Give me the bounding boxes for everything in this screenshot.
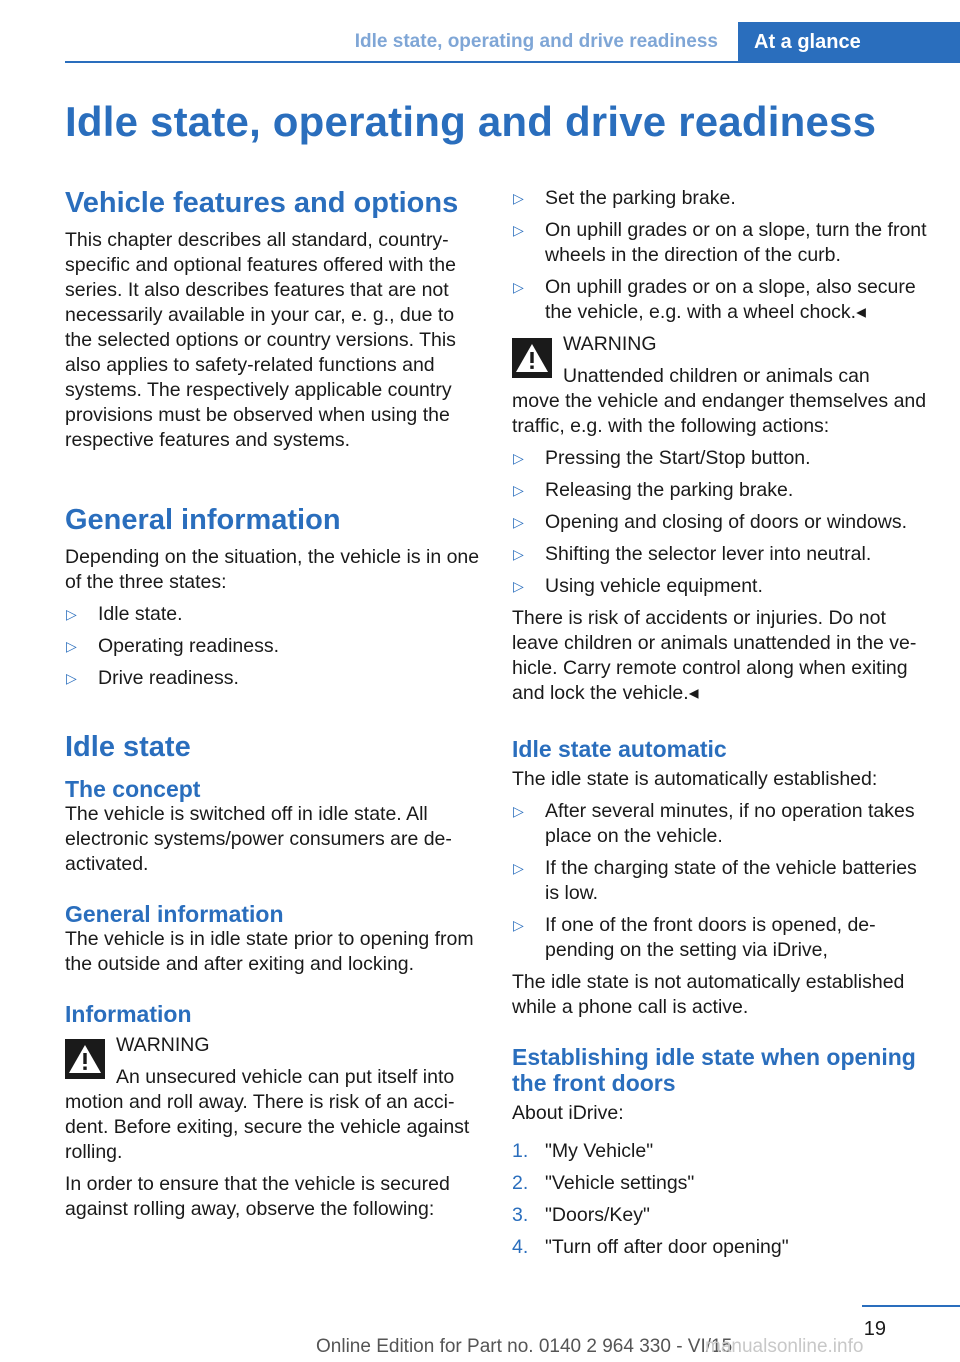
general-information-heading: General information <box>65 504 341 536</box>
right-column <box>512 186 930 1267</box>
warning-triangle-icon <box>65 1039 105 1079</box>
bullet-triangle-icon <box>513 275 524 300</box>
warning-body: motion and roll away. There is risk of an acci-dent. Before exiting, secure the vehicle against rolling. <box>65 1091 470 1163</box>
list-item: ▷ Pressing the Start/Stop button. <box>512 446 930 471</box>
idle-general-information-body: The vehicle is in idle state prior to opening from the outside and after exiting and locking. <box>65 928 474 975</box>
list-item: ▷ After several minutes, if no operation takes place on the vehicle. <box>512 799 930 849</box>
list-item: 3. "Doors/Key" <box>512 1204 650 1226</box>
warning-label: WARNING <box>563 333 657 355</box>
idle-general-information-heading: General information <box>65 901 284 927</box>
actions-list <box>512 446 930 599</box>
footer-rule <box>862 1305 960 1307</box>
list-item: ▷ Set the parking brake. <box>512 186 930 211</box>
list-item: 2. "Vehicle settings" <box>512 1172 695 1194</box>
warning-label: WARNING <box>116 1034 210 1056</box>
general-information-body: Depending on the situation, the vehicle is in one of the three states: <box>65 546 480 593</box>
bullet-triangle-icon <box>513 186 524 211</box>
information-heading: Information <box>65 1001 192 1027</box>
bullet-triangle-icon <box>513 574 524 599</box>
list-item: ▷ Using vehicle equipment. <box>512 574 930 599</box>
warning-first-line: An unsecured vehicle can put itself into <box>116 1066 455 1088</box>
left-column <box>65 183 480 1222</box>
bullet-triangle-icon <box>513 542 524 567</box>
bullet-triangle-icon <box>513 856 524 881</box>
warning-block <box>65 1033 480 1165</box>
footer-watermark: manualsonline.info <box>705 1336 864 1357</box>
idle-automatic-list <box>512 799 930 963</box>
list-item: ▷ If the charging state of the vehicle batteries is low. <box>512 856 930 906</box>
warning-first-line: Unattended children or animals can <box>563 365 870 387</box>
page-number: 19 <box>863 1318 886 1340</box>
page-title: Idle state, operating and drive readiness <box>65 98 877 145</box>
list-item: ▷ Idle state. <box>65 602 480 627</box>
secure-body: In order to ensure that the vehicle is secured against rolling away, observe the following: <box>65 1173 450 1220</box>
bullet-triangle-icon <box>513 446 524 471</box>
not-established-body: The idle state is not automatically established while a phone call is active. <box>512 971 905 1018</box>
header-section-title: Idle state, operating and drive readiness <box>354 31 718 52</box>
concept-body: The vehicle is switched off in idle state. All electronic systems/power consumers are de-activated. <box>65 803 452 875</box>
warning-block <box>512 332 930 439</box>
establishing-body: About iDrive: <box>512 1102 624 1124</box>
list-item: ▷ Operating readiness. <box>65 634 480 659</box>
bullet-triangle-icon <box>513 913 524 938</box>
idrive-steps-list <box>512 1139 930 1260</box>
risk-body: There is risk of accidents or injuries. Do not leave children or animals unattended in the ve-hicle. Carry remote control along when exiting and lock the vehicle.◂ <box>512 607 917 704</box>
bullet-triangle-icon <box>513 510 524 535</box>
list-item: ▷ Drive readiness. <box>65 666 480 691</box>
list-item: ▷ Shifting the selector lever into neutral. <box>512 542 930 567</box>
list-item: ▷ If one of the front doors is opened, de-pending on the setting via iDrive, <box>512 913 930 963</box>
list-item: 4. "Turn off after door opening" <box>512 1236 789 1258</box>
warning-triangle-icon <box>512 338 552 378</box>
idle-state-heading: Idle state <box>65 731 191 763</box>
warning-body: move the vehicle and endanger themselves and traffic, e.g. with the following actions: <box>512 390 927 437</box>
list-item: ▷ On uphill grades or on a slope, also secure the vehicle, e.g. with a wheel chock.◂ <box>512 275 930 325</box>
bullet-triangle-icon <box>66 634 77 659</box>
list-item: ▷ On uphill grades or on a slope, turn the front wheels in the direction of the curb. <box>512 218 930 268</box>
bullet-triangle-icon <box>66 666 77 691</box>
vehicle-features-body: This chapter describes all standard, country-specific and optional features offered with the series. It also describes features that are not necessarily available in your car, e. g., due to the selected options or country versions. This also applies to safety-related functions and systems. The respectively applicable country provisions must be observed when using the respective features and systems. <box>65 229 456 451</box>
idle-automatic-heading: Idle state automatic <box>512 736 727 762</box>
header-rule <box>65 61 960 63</box>
concept-heading: The concept <box>65 776 201 802</box>
bullet-triangle-icon <box>513 799 524 824</box>
list-item: 1. "My Vehicle" <box>512 1140 654 1162</box>
idle-automatic-body: The idle state is automatically established: <box>512 768 878 790</box>
list-item: ▷ Releasing the parking brake. <box>512 478 930 503</box>
vehicle-features-heading: Vehicle features and options <box>65 187 459 219</box>
bullet-triangle-icon <box>66 602 77 627</box>
states-list <box>65 602 480 691</box>
secure-list <box>512 186 930 325</box>
bullet-triangle-icon <box>513 218 524 243</box>
footer-edition: Online Edition for Part no. 0140 2 964 330 - VI/15 <box>316 1336 733 1357</box>
bullet-triangle-icon <box>513 478 524 503</box>
list-item: ▷ Opening and closing of doors or windows. <box>512 510 930 535</box>
establishing-heading: Establishing idle state when opening the front doors <box>512 1044 916 1096</box>
header-tab-at-a-glance[interactable]: At a glance <box>738 22 960 61</box>
